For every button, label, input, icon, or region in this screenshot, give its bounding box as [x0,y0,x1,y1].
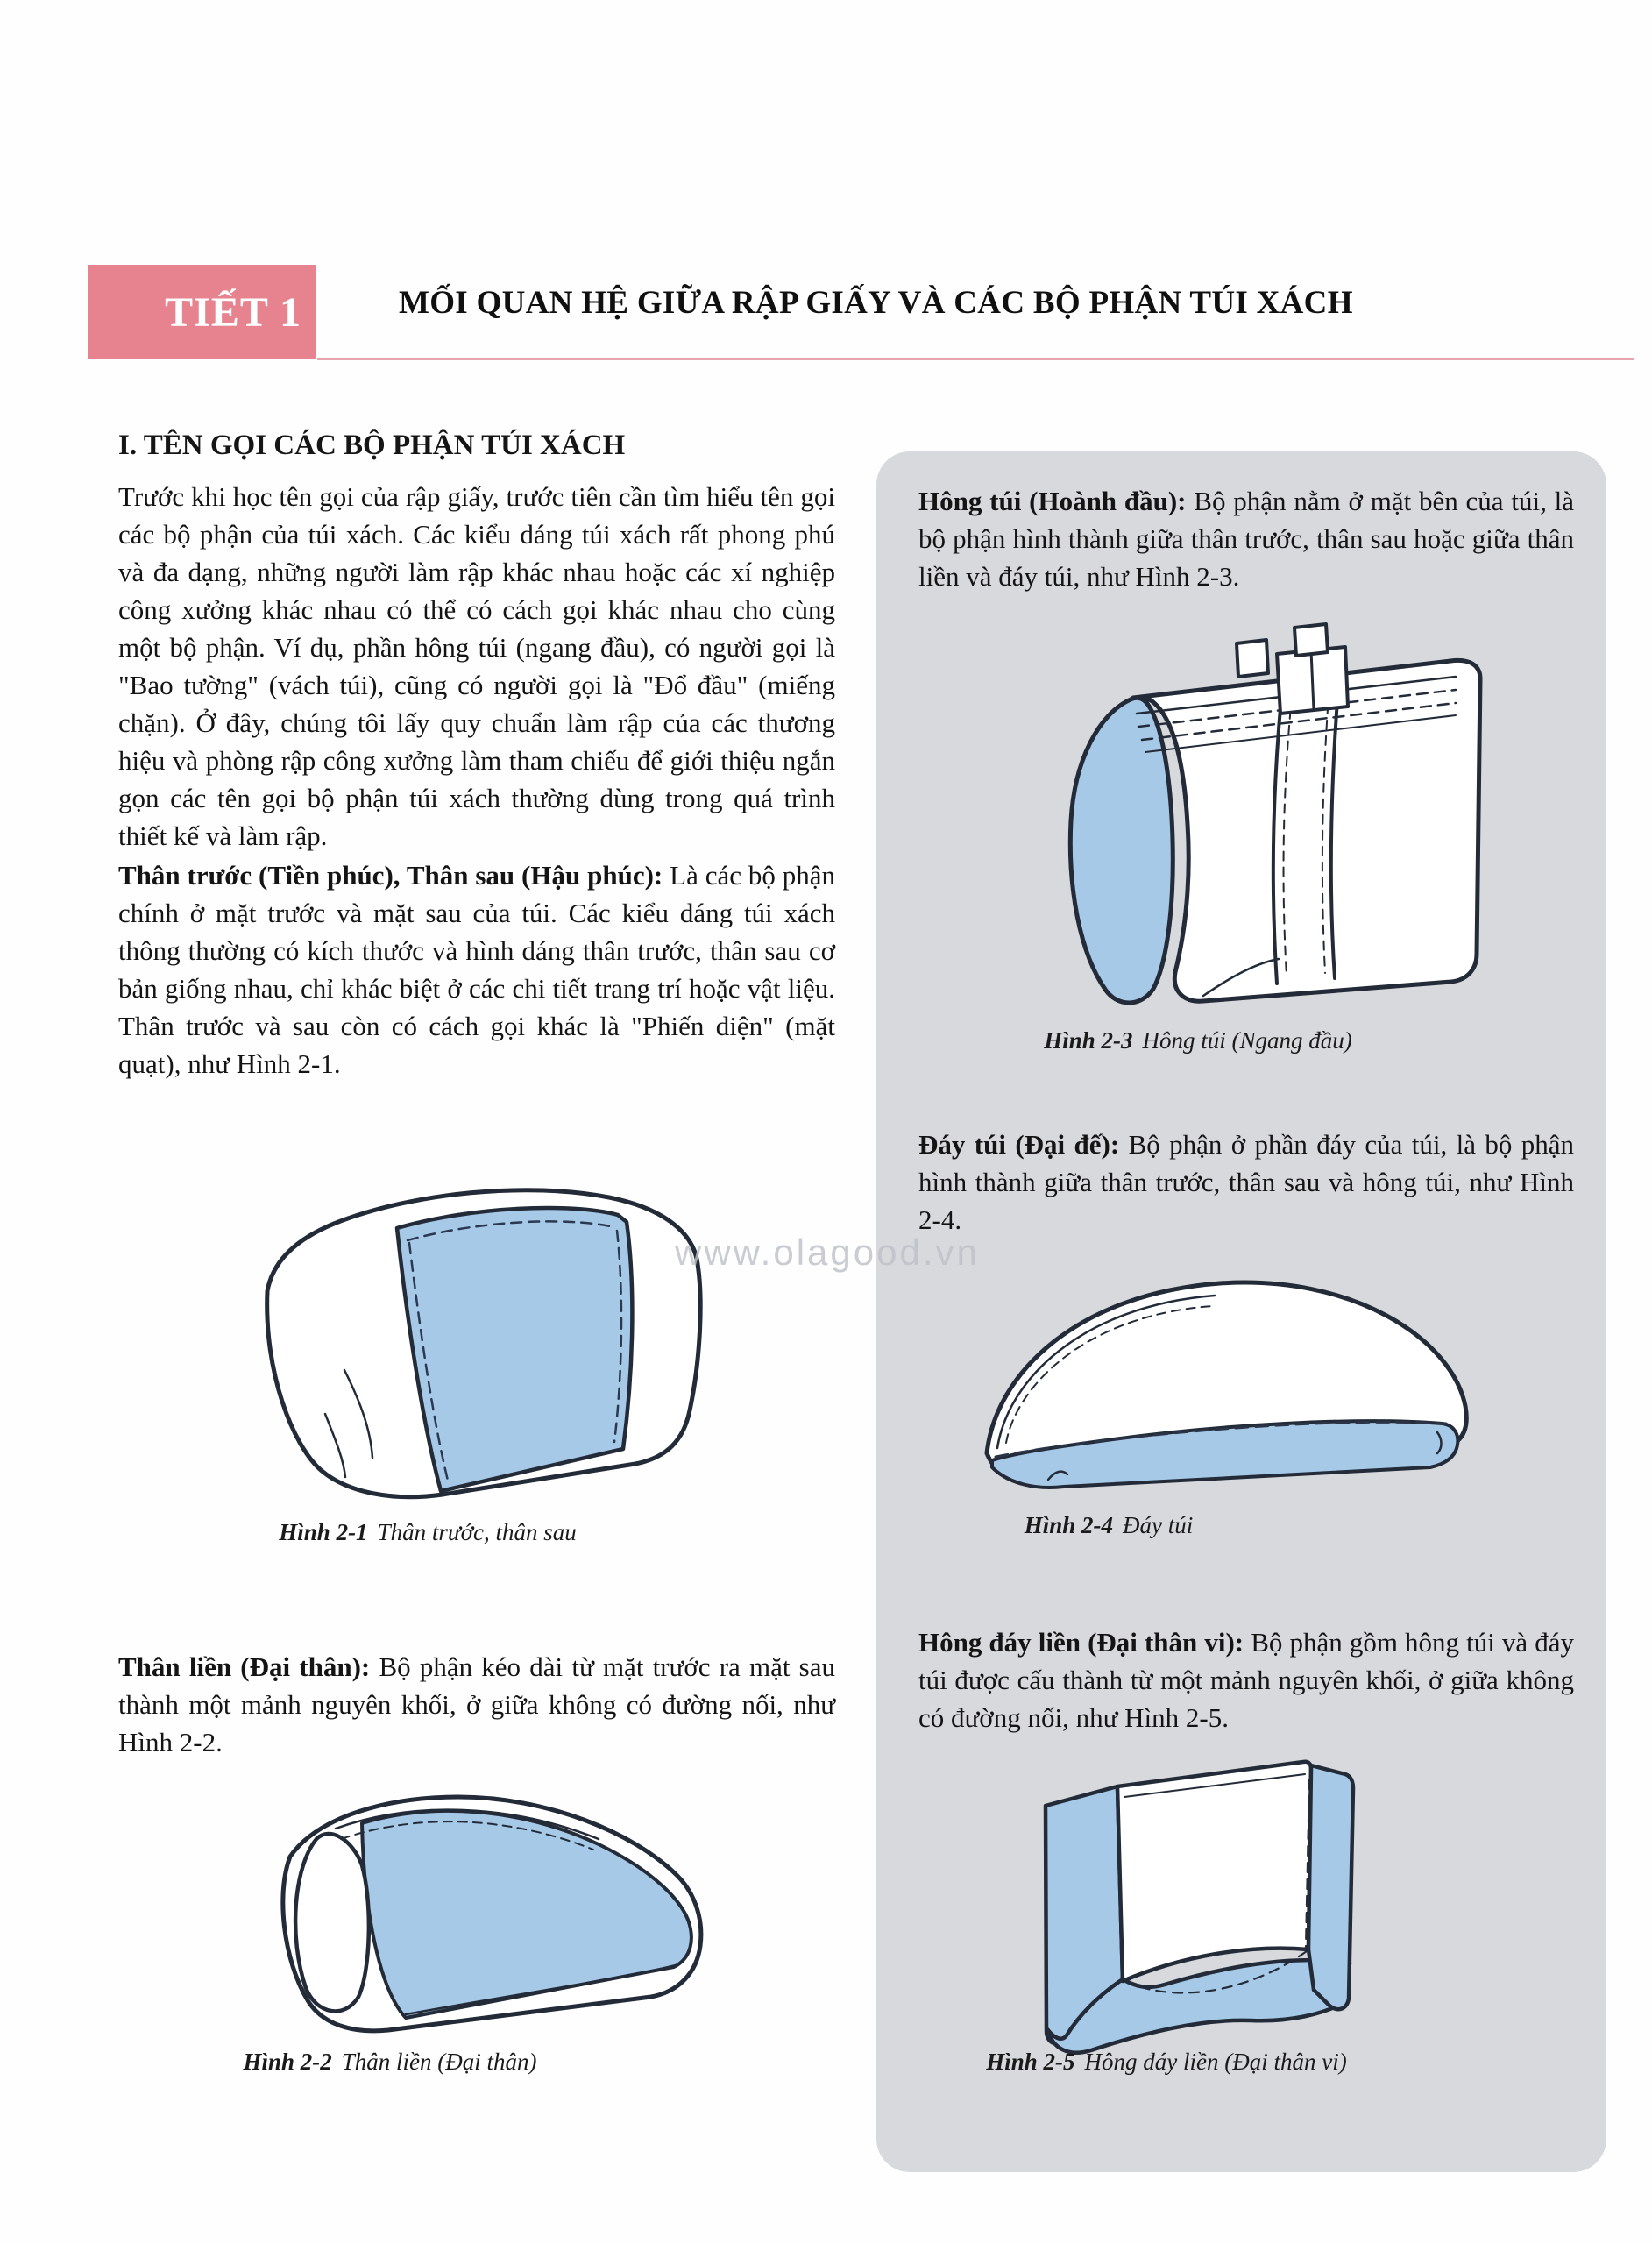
paragraph-than-truoc [118,856,835,1083]
paragraph-day-tui-lead: Đáy túi (Đại đế): [918,1129,1120,1160]
figure-2-1 [215,1153,741,1508]
paragraph-than-truoc-lead: Thân trước (Tiền phúc), Thân sau (Hậu phúc): [118,860,663,891]
paragraph-hong-day-lien-lead: Hông đáy liền (Đại thân vi): [918,1627,1244,1658]
paragraph-day-tui-body: Bộ phận ở phần đáy của túi, là bộ phận hình thành giữa thân trước, thân sau và hông túi, như Hình 2-4. [918,1129,1574,1235]
figure-2-5 [1012,1753,1380,2060]
figure-2-1-illustration [215,1153,741,1508]
figure-2-2-caption: Hình 2-2 Thân liền (Đại thân) [243,2049,537,2075]
section-number-box [88,265,316,359]
figure-2-4-label: Hình 2-4 [1024,1512,1114,1538]
handle-anchor [1237,640,1268,677]
figure-2-1-caption: Hình 2-1 Thân trước, thân sau [279,1519,577,1545]
heading-part-1: I. TÊN GỌI CÁC BỘ PHẬN TÚI XÁCH [118,430,626,461]
figure-2-4-illustration [947,1252,1542,1502]
figure-2-2-illustration [232,1772,741,2044]
right-wall-blue [1308,1765,1353,2009]
side-gusset-blue [1070,698,1173,1003]
figure-2-2-label: Hình 2-2 [243,2049,332,2075]
figure-2-3-caption: Hình 2-3 Hông túi (Ngang đầu) [1044,1027,1352,1054]
paragraph-hong-day-lien-body: Bộ phận gồm hông túi và đáy túi được cấu thành từ một mảnh nguyên khối, ở giữa không có đường nối, như Hình 2-5. [918,1627,1575,1733]
figure-2-3 [977,605,1503,1008]
strap-top-loop [1294,624,1328,656]
figure-2-4-caption: Hình 2-4 Đáy túi [1024,1512,1194,1538]
paragraph-hong-tui-lead: Hông túi (Hoành đầu): [918,486,1187,516]
intro-text: Trước khi học tên gọi của rập giấy, trước tiên cần tìm hiểu tên gọi các bộ phận của túi xách. Các kiểu dáng túi xách rất phong phú và đa dạng, những người làm rập khác nhau hoặc các xí nghiệp công xưởng khác nhau có thể có cách gọi khác nhau cho cùng một bộ phận. Ví dụ, phần hông túi (ngang đầu), có người gọi là "Bao tường" (vách túi), cũng có người gọi là "Đổ đầu" (miếng chặn). Ở đây, chúng tôi lấy quy chuẩn làm rập của các thương hiệu và phòng rập công xưởng làm tham chiếu để giới thiệu ngắn gọn các tên gọi bộ phận túi xách thường dùng trong quá trình thiết kế và làm rập. [118,481,835,851]
paragraph-than-lien [118,1648,835,1761]
figure-2-3-label: Hình 2-3 [1044,1027,1133,1054]
header-divider [317,358,1634,360]
paragraph-hong-day-lien [918,1623,1574,1736]
front-panel-blue [397,1208,632,1491]
paragraph-than-lien-lead: Thân liền (Đại thân): [118,1651,371,1682]
watermark: www.olagood.vn [675,1232,980,1273]
figure-2-5-illustration [1012,1753,1380,2060]
figure-2-3-illustration [977,605,1503,1008]
paragraph-than-lien-body: Bộ phận kéo dài từ mặt trước ra mặt sau thành một mảnh nguyên khối, ở giữa không có đường nối, như Hình 2-2. [118,1651,836,1758]
figure-2-2 [232,1772,741,2044]
end-gusset [295,1834,369,2011]
figure-2-4 [947,1252,1542,1502]
figure-2-1-label: Hình 2-1 [279,1519,368,1545]
figure-2-5-caption: Hình 2-5 Hông đáy liền (Đại thân vi) [986,2049,1347,2075]
paragraph-hong-tui [918,482,1574,595]
intro-paragraph [118,478,835,855]
figure-2-5-label: Hình 2-5 [986,2049,1075,2075]
paragraph-day-tui [918,1126,1574,1239]
paragraph-than-truoc-body: Là các bộ phận chính ở mặt trước và mặt sau của túi. Các kiểu dáng túi xách thông thường có kích thước và hình dáng thân trước, thân sau cơ bản giống nhau, chỉ khác biệt ở các chi tiết trang trí hoặc vật liệu. Thân trước và sau còn có cách gọi khác là "Phiến diện" (mặt quạt), như Hình 2-1. [118,860,836,1079]
section-number-label: TIẾT 1 [165,288,301,336]
page-title: MỐI QUAN HỆ GIỮA RẬP GIẤY VÀ CÁC BỘ PHẬN TÚI XÁCH [399,285,1353,321]
paragraph-hong-tui-body: Bộ phận nằm ở mặt bên của túi, là bộ phận hình thành giữa thân trước, thân sau hoặc giữa thân liền và đáy túi, như Hình 2-3. [918,486,1575,592]
